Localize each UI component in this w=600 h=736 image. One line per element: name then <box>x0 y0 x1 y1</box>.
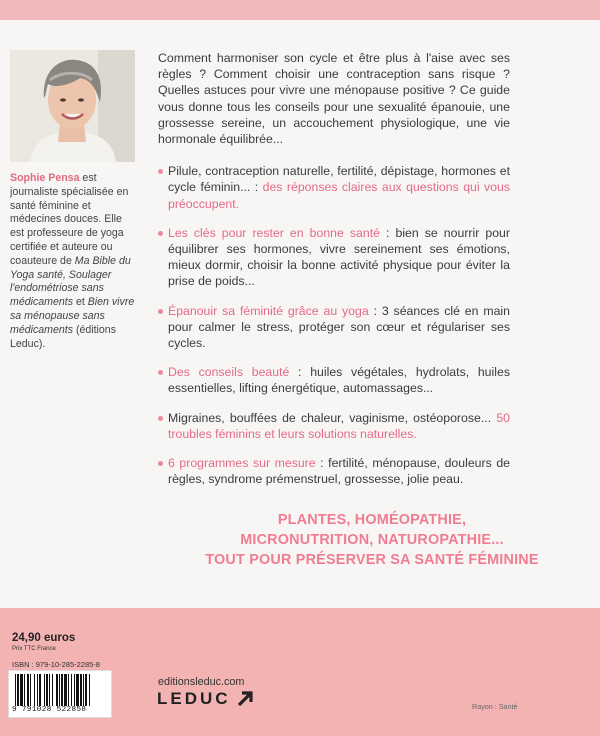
bullet-text: Migraines, bouffées de chaleur, vaginisme, ostéoporose... <box>168 410 497 425</box>
barcode-digits: 9 791028 522858 <box>12 706 87 714</box>
publisher-website: editionsleduc.com <box>158 676 245 688</box>
price: 24,90 euros <box>12 632 76 644</box>
intro-paragraph: Comment harmoniser son cycle et être plus à l'aise avec ses règles ? Comment choisir une contraception sans risque ? Quelles astuces pour vivre une ménopause positive ? Ce guide vous donne tous les conseils pour une sexualité épanouie, une grossesse sereine, un accouchement physiologique, une vie hormonale équilibrée... <box>158 51 510 147</box>
barcode-bar <box>27 674 29 706</box>
barcode-bar <box>61 674 63 706</box>
price-note: Prix TTC France <box>12 646 56 652</box>
barcode-bar <box>83 674 84 706</box>
bullet-highlight: 50 troubles féminins et leurs solutions naturelles. <box>168 410 510 441</box>
author-name: Sophie Pensa <box>10 172 80 184</box>
isbn-label: ISBN : 979-10-285-2285-8 <box>12 660 100 669</box>
barcode-bar <box>30 674 31 706</box>
bullet-item <box>158 410 510 442</box>
bullet-item <box>158 163 510 212</box>
bio-book-titles-1: Ma Bible du Yoga santé, Soulager l'endométriose sans médicaments <box>10 254 131 309</box>
author-photo <box>10 50 135 162</box>
barcode-bar <box>46 674 48 706</box>
barcode-bar <box>34 674 35 706</box>
tagline-headline <box>196 510 548 570</box>
shelf-category: Rayon : Santé <box>472 702 518 711</box>
barcode-bar <box>15 674 16 706</box>
bullet-dot-icon <box>158 416 163 421</box>
bullet-text: : fertilité, ménopause, douleurs de règles, syndrome prémenstruel, grossesse, jolie peau. <box>168 456 510 487</box>
bio-text-3: (éditions Leduc). <box>10 323 116 350</box>
bullet-highlight: Des conseils beauté <box>168 365 290 380</box>
publisher-logo: LEDUC <box>157 689 231 708</box>
bullet-dot-icon <box>158 309 163 314</box>
barcode-bar <box>52 674 53 706</box>
barcode-bar <box>64 674 67 706</box>
bullet-item <box>158 364 510 396</box>
tagline-line-2: MICRONUTRITION, NATUROPATHIE... <box>240 532 504 548</box>
barcode-bar <box>56 674 58 706</box>
bullet-dot-icon <box>158 370 163 375</box>
barcode <box>8 670 112 718</box>
barcode-bar <box>17 674 19 706</box>
barcode-bar <box>76 674 79 706</box>
bullet-text: : bien se nourrir pour équilibrer ses hormones, vivre sereinement ses émotions, mieux dormir, choisir la bonne activité physique pour éviter la prise de poids... <box>168 225 510 289</box>
bullet-item <box>158 303 510 352</box>
bio-book-title-2: Bien vivre sa ménopause sans médicaments <box>10 296 135 336</box>
top-color-band <box>0 0 600 20</box>
bullet-dot-icon <box>158 461 163 466</box>
barcode-bar <box>89 674 90 706</box>
barcode-bar <box>71 674 72 706</box>
barcode-bar <box>37 674 38 706</box>
barcode-bar <box>44 674 45 706</box>
author-portrait-illustration <box>10 50 135 162</box>
bullet-text: Pilule, contraception naturelle, fertilité, dépistage, hormones et cycle féminin... : <box>168 164 510 195</box>
barcode-bar <box>39 674 41 706</box>
bullet-text: : huiles végétales, hydrolats, huiles essentielles, lifting énergétique, automassages... <box>168 365 510 396</box>
bio-text-1: est journaliste spécialisée en santé féminine et médecines douces. Elle est professeure de yoga certifiée et auteure ou coauteure de <box>10 172 129 267</box>
bullet-highlight: des réponses claires aux questions qui vous préoccupent. <box>168 180 511 211</box>
barcode-bar <box>20 674 23 706</box>
barcode-bar <box>59 674 60 706</box>
bullet-highlight: Épanouir sa féminité grâce au yoga <box>168 303 369 318</box>
bullet-item <box>158 225 510 290</box>
barcode-bar <box>24 674 25 706</box>
bullet-highlight: 6 programmes sur mesure <box>168 456 316 471</box>
tagline-line-3: TOUT POUR PRÉSERVER SA SANTÉ FÉMININE <box>205 552 539 568</box>
bullet-dot-icon <box>158 231 163 236</box>
barcode-bar <box>68 674 69 706</box>
barcode-bars <box>15 674 109 706</box>
barcode-bar <box>49 674 50 706</box>
bio-text-2: et <box>73 296 88 309</box>
bullet-item <box>158 455 510 487</box>
logo-arrow-icon <box>236 690 254 708</box>
bullet-text: : 3 séances clé en main pour calmer le stress, protéger son cœur et régulariser ses cycles. <box>168 303 510 351</box>
barcode-bar <box>85 674 87 706</box>
author-bio <box>10 172 138 351</box>
tagline-line-1: PLANTES, HOMÉOPATHIE, <box>277 512 467 528</box>
bullet-highlight: Les clés pour rester en bonne santé <box>168 225 380 240</box>
description-column <box>158 50 510 500</box>
barcode-bar <box>74 674 75 706</box>
bullet-dot-icon <box>158 169 163 174</box>
barcode-bar <box>80 674 82 706</box>
